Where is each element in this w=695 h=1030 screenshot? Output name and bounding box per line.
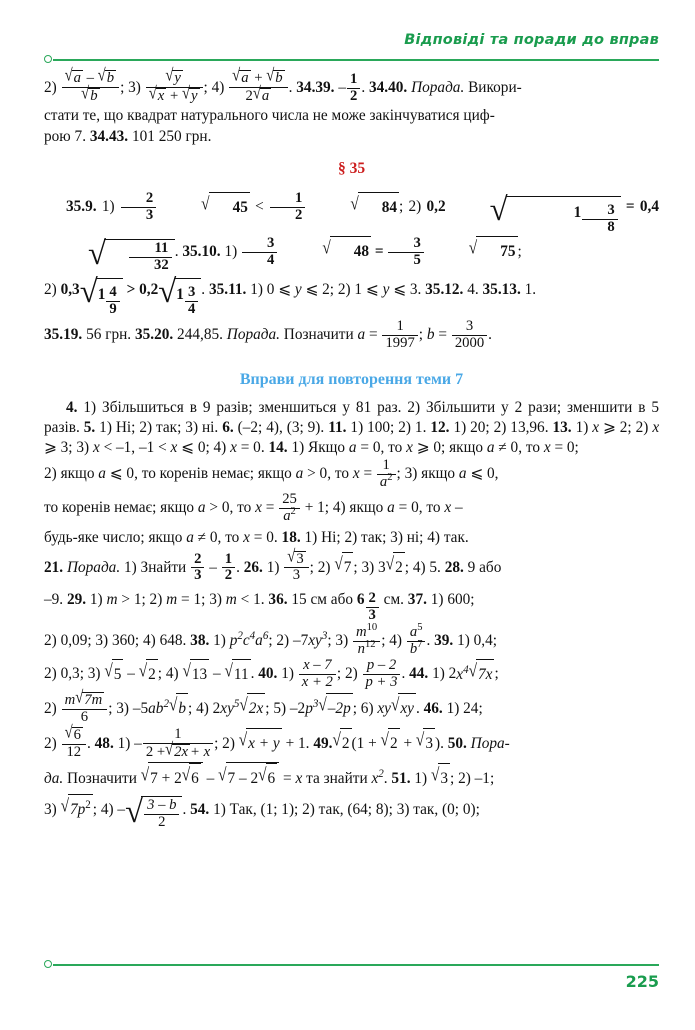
exercise-number: 50. xyxy=(447,735,467,753)
radical-3-minus-b-over-2: √ $\frac{3 - b}{2}$ xyxy=(125,796,182,831)
hint-text: стати те, що квадрат натурального числа не може закінчуватися циф- xyxy=(44,106,495,124)
hint-label: Порада. xyxy=(226,326,280,344)
answer-text: 1) 0 ⩽ xyxy=(250,280,292,298)
radical-6: √6 xyxy=(64,723,81,743)
review-paragraph-9 xyxy=(44,688,659,726)
answer-text: 2) 0,09; 3) 360; 4) 648. xyxy=(44,631,187,649)
exercise-number: 36. xyxy=(268,591,288,609)
footer-rule-line xyxy=(53,964,659,966)
radical-11: √11 xyxy=(224,659,250,689)
answer-value: 56 грн. xyxy=(86,326,132,344)
plus-sign: + xyxy=(254,70,263,86)
plus-sign: + xyxy=(169,87,179,104)
radical-45: √ 45 xyxy=(157,192,250,222)
answer-text: 1) Так, (1; 1); 2) так, (64; 8); 3) так, (0; 0); xyxy=(213,800,480,818)
radical-3: √3 xyxy=(416,728,435,758)
radical-y: √y xyxy=(165,66,181,86)
hint-text: Викори- xyxy=(468,79,522,97)
item-marker: 1) xyxy=(266,558,280,576)
exercise-number: 34.39. xyxy=(296,79,335,97)
answer-value: 1. xyxy=(524,280,537,298)
radical-7-minus-2-sqrt6: √7 – 2√6 xyxy=(218,762,279,793)
exercise-number: 35.19. xyxy=(44,326,83,344)
variable-a: a xyxy=(186,528,194,546)
answer-text: ⩾ 3; 3) xyxy=(44,438,90,456)
exercise-number: 18. xyxy=(281,528,301,546)
variable-x: x xyxy=(170,438,178,456)
exercise-number: 14. xyxy=(268,438,288,456)
radical-3: √3 xyxy=(431,763,450,793)
minus-sign: – xyxy=(206,769,215,787)
item-marker: 2) xyxy=(44,700,57,718)
radical-a-denominator: √a xyxy=(252,84,270,104)
fraction-x-minus-7-over-x-plus-2: $\frac{x - 7}{x + 2}$ xyxy=(299,658,336,691)
unit-label: см. xyxy=(383,591,404,609)
answers-35-line-3 xyxy=(44,319,659,352)
radical-13: √13 xyxy=(182,659,209,689)
item-marker: 1) xyxy=(281,665,294,683)
period: . xyxy=(383,769,388,787)
header-rule-line xyxy=(53,59,659,61)
semicolon: ; xyxy=(494,665,499,683)
equals-sign: = xyxy=(282,769,292,787)
answer-text: ⩽ 2; 2) 1 ⩽ xyxy=(305,280,379,298)
radical-48: √ 48 xyxy=(278,236,371,266)
variable-a: a xyxy=(98,465,106,483)
exercise-number: 35.11. xyxy=(208,280,247,298)
answer-text: 2) якщо xyxy=(44,465,95,483)
exercise-number: 34.40. xyxy=(369,79,408,97)
fraction-3-over-5: $\frac{3}{5}$ xyxy=(388,236,423,269)
exercise-number: 6. xyxy=(222,418,234,436)
hint-label: да. xyxy=(44,769,64,787)
item-marker: 1) xyxy=(101,198,115,216)
item-marker: 3) xyxy=(44,800,57,818)
answer-text: ⩽ 0; 4) xyxy=(181,438,227,456)
radical-b-2: √b xyxy=(266,66,283,86)
fraction-m10-over-n12: $\frac{m^{10}}{n^{12}}$ xyxy=(353,625,380,658)
radical-5: √5 xyxy=(104,659,123,689)
review-paragraph-12 xyxy=(44,794,659,832)
exercise-number: 46. xyxy=(423,700,443,718)
answer-text: 9 або xyxy=(467,558,502,576)
hint-text: Позначити xyxy=(283,326,354,344)
answer-text: = 0, то xyxy=(398,499,441,517)
radical-2x: √2x xyxy=(165,740,189,760)
radical-mixed-1-3-8: √ 1 $\frac{3}{8}$ xyxy=(446,196,621,236)
header-rule-dot xyxy=(44,55,52,63)
fraction-1-over-2: $\frac{1}{2}$ xyxy=(222,552,235,585)
answer-text: 1) Знайти xyxy=(123,558,187,576)
review-paragraph-7 xyxy=(44,621,659,658)
variable-x: x xyxy=(543,438,551,456)
fraction-1-over-2-plus-sqrt2x-plus-x: $\frac{1}{2 +√2x + x}$ xyxy=(143,727,213,761)
exercise-number: 26. xyxy=(243,558,263,576)
exercise-number: 51. xyxy=(391,769,411,787)
monomial-xy5: $xy^5$ xyxy=(220,698,240,718)
exercise-number: 37. xyxy=(407,591,427,609)
variable-a: a xyxy=(197,499,206,517)
radical-a: √a xyxy=(64,66,81,86)
hint-label: Порада. xyxy=(66,558,121,576)
variable-y: y xyxy=(382,280,390,298)
period: . xyxy=(415,700,420,718)
answer-text: > 0, то xyxy=(307,465,349,483)
review-paragraph-6 xyxy=(44,585,659,623)
answer-text: (–2; 4), (3; 9). xyxy=(237,418,325,436)
footer-rule-dot xyxy=(44,960,52,968)
equals-sign: = xyxy=(265,499,275,517)
equals-sign: = xyxy=(625,198,635,216)
minus-sign: – xyxy=(212,665,221,683)
answer-text: ; 2) –7 xyxy=(268,631,309,649)
monomial-x4: $x^4$ xyxy=(456,663,469,683)
review-paragraph-8 xyxy=(44,658,659,691)
review-paragraph-11 xyxy=(44,762,659,793)
answer-text: ; 4) 2 xyxy=(188,700,221,718)
answer-text: ; 4) 5. xyxy=(404,558,441,576)
mixed-number-6-2-3: 6 $\frac{2}{3}$ xyxy=(357,585,380,623)
item-marker: 2) xyxy=(44,280,57,298)
period: . xyxy=(401,665,406,683)
item-marker: 2) xyxy=(44,79,57,97)
minus-sign: – xyxy=(338,79,346,97)
answer-text: 1) 600; xyxy=(430,591,475,609)
item-separator: ; 3) xyxy=(120,79,141,97)
exercise-number: 4. xyxy=(66,398,78,416)
radical-7x: √7x xyxy=(469,659,495,689)
answer-text: 1) Якщо xyxy=(291,438,346,456)
period: . xyxy=(182,800,187,818)
radical-2: √2 xyxy=(381,728,400,758)
fraction-2-over-3: $\frac{2}{3}$ xyxy=(121,191,156,224)
answer-text: 1) Ні; 2) так; 3) ні. xyxy=(99,418,219,436)
answer-text: = 1; 3) xyxy=(181,591,222,609)
item-separator: ; 2) xyxy=(399,198,422,216)
review-paragraph-2 xyxy=(44,458,659,491)
radical-7-plus-2-sqrt6: √7 + 2√6 xyxy=(141,762,203,793)
period: . xyxy=(250,665,255,683)
fraction-p-minus-2-over-p-plus-3: $\frac{p - 2}{p + 3}$ xyxy=(363,658,401,691)
exercise-number: 48. xyxy=(94,735,114,753)
answer-text: > 1; 2) xyxy=(121,591,163,609)
equals-sign: = xyxy=(374,243,384,261)
fraction-3-over-2000: $\frac{3}{2000}$ xyxy=(452,319,487,352)
answers-34-line-1: 2) $\frac{√a - √b}{√b}$ ; 3) $\frac{√y}{√x + √y}$ ; 4) $\frac{√a + √b}{2√a}$ . 34.39. – $\frac{1}{2}$ . 34.40. Порада. Викори- xyxy=(44,66,522,104)
fraction-sqrt6-over-12: $\frac{√6}{12}$ xyxy=(62,727,86,761)
radical-3: √3 xyxy=(287,547,304,567)
page-content xyxy=(44,66,660,832)
plus-sign: + xyxy=(403,735,413,753)
variable-a: a xyxy=(387,499,395,517)
answer-text: ≠ 0, то xyxy=(197,528,240,546)
period: . xyxy=(488,326,492,344)
variable-x: x xyxy=(444,499,452,517)
monomial-p2c4a6: $p^2c^4a^6$ xyxy=(229,629,269,649)
radical-7p-squared: $√7p^2$ xyxy=(61,794,93,824)
exercise-number: 54. xyxy=(190,800,210,818)
answer-text: ⩾ 0; якщо xyxy=(416,438,484,456)
radical-7m: √7m xyxy=(75,688,103,709)
exercise-number: 34.43. xyxy=(89,127,129,145)
radical-6: √6 xyxy=(258,763,277,793)
semicolon: ; xyxy=(418,326,424,344)
variable-x: x xyxy=(92,438,100,456)
exercise-number: 11. xyxy=(328,418,347,436)
coefficient: 0,4 xyxy=(639,198,659,216)
running-head xyxy=(44,32,659,60)
answer-text: ≠ 0, то xyxy=(498,438,540,456)
variable-x: x xyxy=(255,499,262,517)
answer-text: 1) 20; 2) 13,96. xyxy=(453,418,549,436)
answer-text: та знайти xyxy=(306,769,368,787)
answer-text: 1) 2 xyxy=(432,665,457,683)
answer-text: ⩽ 3. xyxy=(393,280,422,298)
answer-text: ⩽ 0, то коренів немає; якщо xyxy=(109,465,292,483)
item-separator: ; 6) xyxy=(352,700,374,718)
fraction-3-over-4: $\frac{3}{4}$ xyxy=(242,236,277,269)
radical-11-over-32: √ $\frac{11}{32}$ xyxy=(44,239,175,274)
fraction-1-over-a-squared: $\frac{1}{a^2}$ xyxy=(377,458,396,491)
item-separator: ; 2) xyxy=(214,735,235,753)
period: . xyxy=(174,243,179,261)
radical-6: √6 xyxy=(182,763,201,793)
fraction-1-over-1997: $\frac{1}{1997}$ xyxy=(382,319,417,352)
answer-text: 1) 0,4; xyxy=(457,631,498,649)
fraction-one-half: $\frac{1}{2}$ xyxy=(347,72,360,105)
variable-a: a xyxy=(486,438,495,456)
item-marker: 1) xyxy=(414,769,428,787)
period: . xyxy=(236,558,240,576)
hint-text: рою 7. xyxy=(44,127,87,145)
period: . xyxy=(426,631,431,649)
radical-minus-2p: √–2p xyxy=(318,693,352,723)
answer-text: ; 3) –5 xyxy=(108,700,149,718)
fraction-m-sqrt-7m-over-6: $\frac{m√7m}{6}$ xyxy=(62,692,108,726)
exercise-number: 35.9. xyxy=(66,198,97,216)
answer-text: 1) – xyxy=(117,735,142,753)
radical-2: √2 xyxy=(332,728,351,758)
variable-m: m xyxy=(106,591,118,609)
answer-text: + 1. xyxy=(285,735,310,753)
fraction-1-over-2: $\frac{1}{2}$ xyxy=(270,191,305,224)
exercise-number: 44. xyxy=(409,665,429,683)
equals-sign: = xyxy=(438,326,447,344)
review-paragraph-10 xyxy=(44,723,659,761)
exercise-number: 5. xyxy=(83,418,96,436)
item-separator: ; 4) xyxy=(157,665,179,683)
answer-text: 2) 0,3; 3) xyxy=(44,665,101,683)
answer-text: 1) Ні; 2) так; 3) ні; 4) так. xyxy=(304,528,469,546)
answer-text: < –1, –1 < xyxy=(103,438,167,456)
exercise-number: 12. xyxy=(430,418,450,436)
variable-m: m xyxy=(225,591,237,609)
item-separator: ; 4) xyxy=(381,631,403,649)
coefficient: 0,3 xyxy=(60,280,80,298)
fraction-sqrt-a-minus-sqrt-b-over-sqrt-b xyxy=(62,66,120,105)
exercise-number: 35.13. xyxy=(482,280,521,298)
equals-sign: = xyxy=(368,326,378,344)
answer-text: ; 5) –2 xyxy=(265,700,306,718)
variable-x: x xyxy=(243,528,250,546)
radical-x: √x xyxy=(148,84,165,104)
answers-35-line-2: 2) 0,3√1 $\frac{4}{9}$ > 0,2√1 $\frac{3}{4}$ . 35.11. 1) 0 ⩽ y ⩽ 2; 2) 1 ⩽ y ⩽ 3. 35.12. 4. 35.13. 1. xyxy=(44,274,537,318)
variable-x: x xyxy=(406,438,413,456)
answer-text: 1) Збільшиться в 9 разів; зменшиться у 81 раз. 2) Збільшити у 2 рази; зменшити в 5 разів. xyxy=(44,398,660,436)
answers-35-line-1: 35.9. 1) $\frac{2}{3}$ √ 45 < $\frac{1}{2}$ √ 84 ; 2) 0,2 √ 1 $\frac{3}{8}$ = 0,4√ $\frac{11}{32}$ . 35.10. 1) $\frac{3}{4}$ √ 48 = $\frac{3}{5}$ √ 75 ; xyxy=(44,191,659,273)
footer-rule xyxy=(44,960,659,969)
fraction-sqrt-a-plus-sqrt-b-over-2-sqrt-a xyxy=(229,66,287,105)
fraction-a5-over-b7: $\frac{a^5}{b^7}$ xyxy=(407,625,426,658)
monomial-p3: $p^3$ xyxy=(305,698,319,718)
item-marker: 2) xyxy=(44,735,57,753)
exercise-number: 29. xyxy=(66,591,87,609)
review-paragraph-3 xyxy=(44,492,659,525)
item-marker: 1) xyxy=(213,631,226,649)
equals-sign: = xyxy=(363,465,373,483)
running-head-title: Відповіді та поради до вправ xyxy=(404,32,659,48)
review-paragraph-1 xyxy=(44,398,659,458)
exercise-number: 21. xyxy=(44,558,64,576)
answer-text: = 0; xyxy=(554,438,579,456)
answer-text: 1) 100; 2) 1. xyxy=(350,418,427,436)
answer-text: ⩽ 0, xyxy=(470,465,499,483)
radical-b: √b xyxy=(169,693,188,723)
fraction-sqrt3-over-3: $\frac{√3}{3}$ xyxy=(284,551,308,585)
radical-b: √b xyxy=(97,66,115,86)
answer-text: ; 3) якщо xyxy=(396,465,456,483)
hint-label: Пора- xyxy=(470,735,510,753)
hint-label: Порада. xyxy=(411,79,465,97)
review-paragraph-4 xyxy=(44,526,659,550)
page-number: 225 xyxy=(625,972,659,991)
header-rule xyxy=(44,55,659,64)
answer-text: ; 4) – xyxy=(92,800,126,818)
fraction-sqrt-y-over-sqrt-x-plus-sqrt-y xyxy=(146,66,203,105)
monomial-xy3: $xy^3$ xyxy=(308,629,328,649)
item-separator: ; 2) xyxy=(336,665,358,683)
variable-a: a xyxy=(458,465,467,483)
answer-value: 4. xyxy=(467,280,479,298)
review-heading-topic-7: Вправи для повторення теми 7 xyxy=(239,370,464,388)
answer-text: то коренів немає; якщо xyxy=(44,499,195,517)
answer-text: ; 2) –1; xyxy=(450,769,495,787)
coefficient: 0,2 xyxy=(139,280,159,298)
exercise-number: 39. xyxy=(434,631,454,649)
minus-sign: – xyxy=(209,558,217,576)
radical-2x: √2x xyxy=(239,693,265,723)
variable-x: x xyxy=(352,465,360,483)
answer-text: (1 + xyxy=(351,735,377,753)
answers-34-line-2 xyxy=(44,106,659,126)
variable-a: a xyxy=(295,465,304,483)
answer-text: –9. xyxy=(44,591,64,609)
relation-sign: < xyxy=(255,198,264,216)
radical-2: √2 xyxy=(386,552,405,582)
radical-y-denominator: √y xyxy=(181,84,198,104)
variable-a: a xyxy=(348,438,357,456)
period: . xyxy=(86,735,91,753)
answer-text: будь-яке число; якщо xyxy=(44,528,183,546)
monomial-ab2: $ab^2$ xyxy=(148,698,169,718)
variable-x-squared: $x^2$ xyxy=(371,767,384,787)
variable-y: y xyxy=(294,280,302,298)
answer-value: 244,85. xyxy=(177,326,223,344)
radical-84: √ 84 xyxy=(306,192,399,222)
answer-text: = 0. xyxy=(253,528,278,546)
answer-text: = 0, то xyxy=(360,438,403,456)
item-separator: ; 4) xyxy=(203,79,225,97)
coefficient: 0,2 xyxy=(426,198,446,216)
answer-text: ⩾ 2; 2) xyxy=(603,418,649,436)
radical-2: √2 xyxy=(139,659,158,689)
fraction-2-over-3: $\frac{2}{3}$ xyxy=(191,552,204,585)
coefficient: 2 xyxy=(245,87,253,104)
answers-34-line-3 xyxy=(44,127,659,147)
variable-x: x xyxy=(652,418,660,436)
radical-xy: √xy xyxy=(391,693,416,723)
exercise-number: 40. xyxy=(258,665,278,683)
variable-x: x xyxy=(592,418,600,436)
answer-text: < 1. xyxy=(240,591,265,609)
exercise-number: 38. xyxy=(190,631,210,649)
monomial-xy: xy xyxy=(377,700,391,718)
minus-sign: – xyxy=(86,70,94,86)
exercise-number: 13. xyxy=(552,418,572,436)
radical-x-plus-y: √x + y xyxy=(239,728,282,758)
radical-mixed-1-4-9: √1 $\frac{4}{9}$ xyxy=(80,278,123,318)
page-footer xyxy=(44,960,659,990)
variable-a: a xyxy=(357,326,366,344)
dash: – xyxy=(454,499,463,517)
item-marker: 1) xyxy=(89,591,103,609)
answer-text: 15 см або xyxy=(291,591,354,609)
exercise-number: 35.10. xyxy=(182,243,221,261)
variable-x: x xyxy=(230,438,237,456)
radical-mixed-1-3-4: √1 $\frac{3}{4}$ xyxy=(158,278,201,318)
exercise-number: 35.12. xyxy=(425,280,464,298)
section-heading-35: § 35 xyxy=(337,160,366,178)
item-marker: 1) xyxy=(575,418,589,436)
exercise-number: 35.20. xyxy=(134,326,174,344)
answer-text: ). xyxy=(434,735,444,753)
exercise-number: 28. xyxy=(444,558,464,576)
variable-m: m xyxy=(166,591,178,609)
answer-text: > 0, то xyxy=(209,499,252,517)
review-paragraph-5 xyxy=(44,547,659,585)
exercise-number: 49. xyxy=(313,735,333,753)
radical-75: √ 75 xyxy=(425,236,518,266)
variable-b: b xyxy=(426,326,435,344)
radical-7: √7 xyxy=(334,552,353,582)
answer-text: Позначити xyxy=(67,769,137,787)
variable-x: x xyxy=(295,769,303,787)
item-separator: ; 2) xyxy=(309,558,331,576)
answer-value: 101 250 грн. xyxy=(131,127,212,145)
relation-sign: > xyxy=(126,280,136,298)
fraction-25-over-a-squared: $\frac{25}{a^2}$ xyxy=(279,492,300,525)
radical-a-2: √a xyxy=(232,66,249,86)
item-marker: 1) xyxy=(224,243,238,261)
radical-b-denominator: √b xyxy=(81,84,98,104)
item-separator: ; 3) xyxy=(327,631,349,649)
minus-sign: – xyxy=(127,665,135,683)
answer-text: ; 3) 3 xyxy=(353,558,386,576)
answer-text: + 1; 4) якщо xyxy=(304,499,384,517)
answer-text: 1) 24; xyxy=(446,700,483,718)
answer-text: = 0. xyxy=(240,438,265,456)
